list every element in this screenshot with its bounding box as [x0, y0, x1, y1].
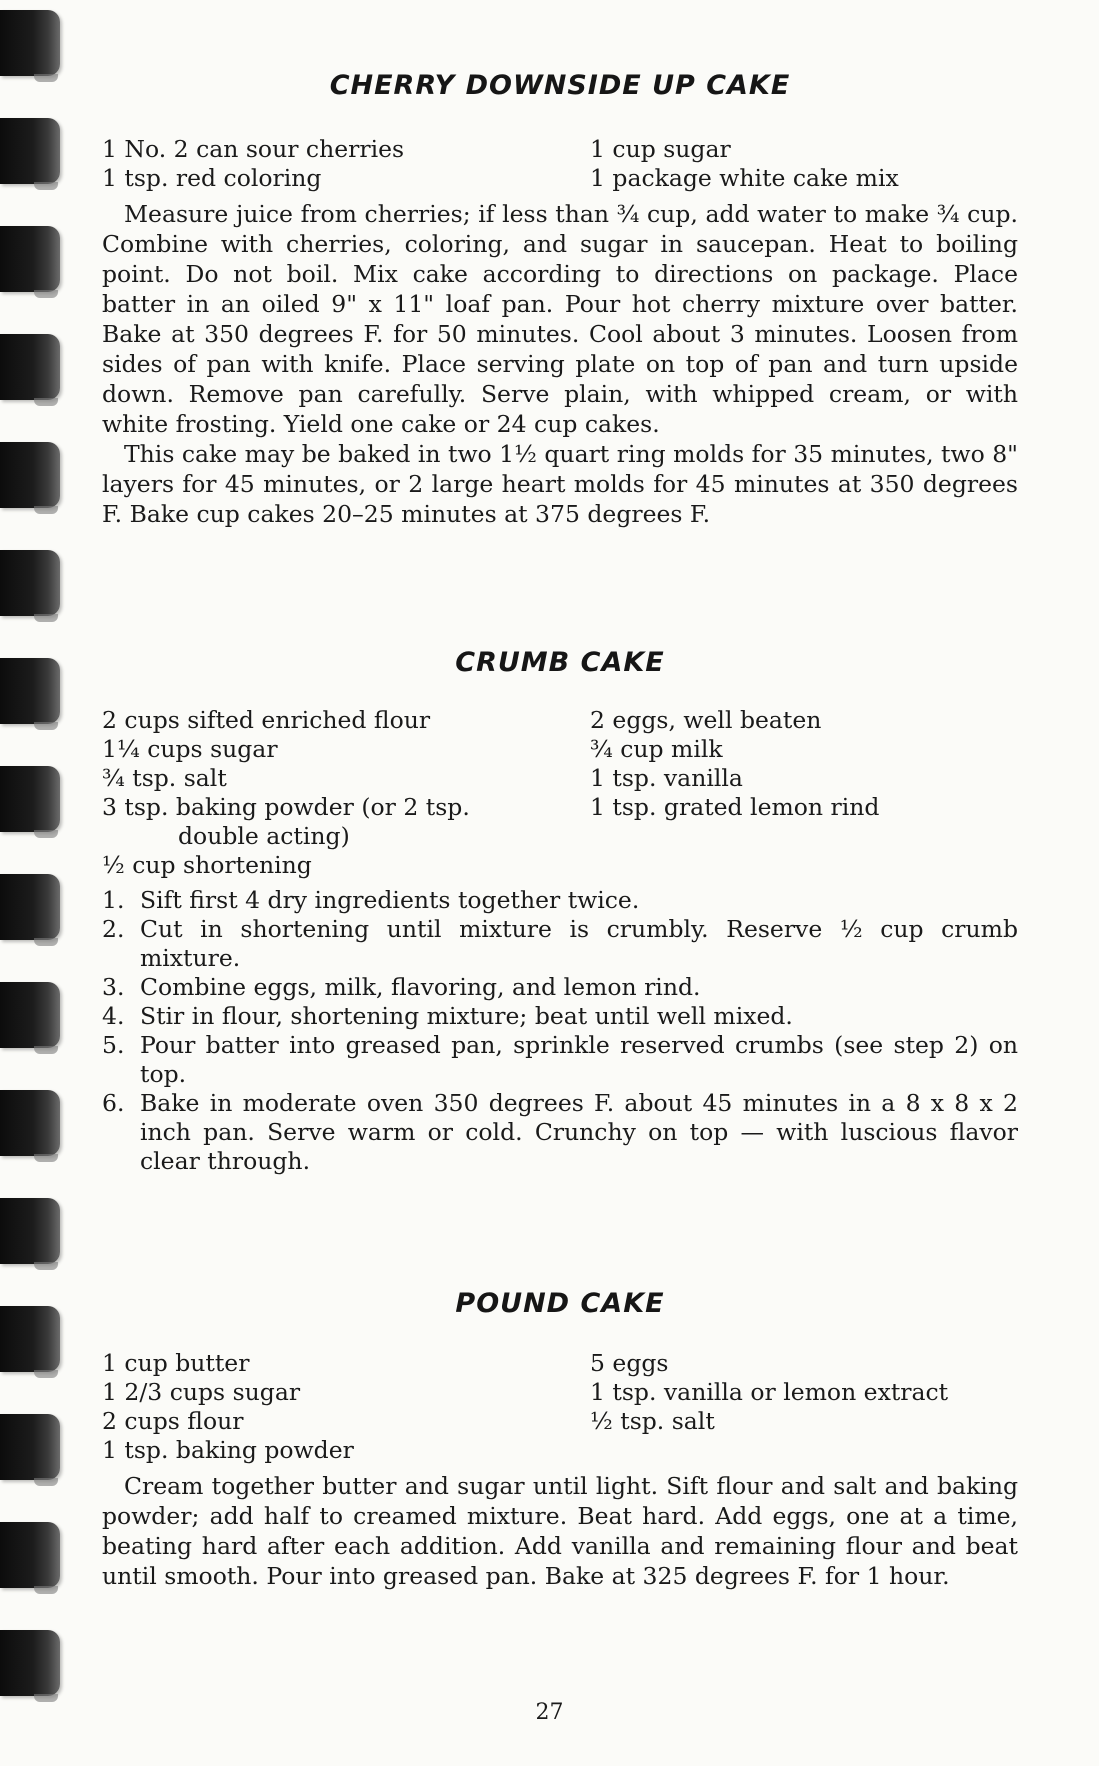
ingredient: 1 No. 2 can sour cherries [102, 135, 405, 163]
step-1 [102, 886, 1018, 915]
ingredient-column-left [102, 706, 590, 880]
step-text: Bake in moderate oven 350 degrees F. about 45 minutes in a 8 x 8 x 2 inch pan. Serve warm or cold. Crunchy on top — with luscious flavor clear through. [140, 1089, 1018, 1175]
ingredient: 2 cups sifted enriched flour [102, 706, 431, 734]
ingredient-column-left [102, 1349, 590, 1465]
ingredient-column-right [590, 706, 1018, 880]
instruction-steps [102, 886, 1018, 1176]
ingredient: 1 tsp. vanilla or lemon extract [590, 1378, 949, 1406]
recipe-pound-cake [102, 1288, 1018, 1591]
step-number: 6. [102, 1089, 125, 1117]
recipe-title: CRUMB CAKE [455, 647, 665, 678]
recipe-cherry-downside-up-cake [102, 70, 1018, 529]
ingredient: 1 tsp. red coloring [102, 164, 322, 192]
ingredient: ½ cup shortening [102, 851, 312, 879]
ingredient: 2 eggs, well beaten [590, 706, 822, 734]
ingredient: 1 cup butter [102, 1349, 250, 1377]
ingredient: 1 2/3 cups sugar [102, 1378, 301, 1406]
binding-ring [0, 1090, 60, 1156]
ingredient-continuation: double acting) [178, 822, 350, 850]
binding-ring [0, 982, 60, 1048]
step-number: 5. [102, 1031, 125, 1059]
step-number: 1. [102, 886, 125, 914]
ingredient-column-right [590, 1349, 1018, 1465]
binding-ring [0, 10, 60, 76]
step-text: Stir in flour, shortening mixture; beat until well mixed. [140, 1002, 793, 1030]
instructions-paragraph: This cake may be baked in two 1½ quart ring molds for 35 minutes, two 8" layers for 45 minutes, or 2 large heart molds for 45 minutes at 350 degrees F. Bake cup cakes 20–25 minutes at 375 degrees F. [102, 440, 1018, 528]
binding-ring [0, 766, 60, 832]
ingredient-list [102, 1349, 1018, 1465]
ingredient: 1 tsp. grated lemon rind [590, 793, 880, 821]
step-text: Sift first 4 dry ingredients together twice. [140, 886, 640, 914]
ingredient-column-right [590, 135, 1018, 193]
binding-ring [0, 226, 60, 292]
binding-ring [0, 1522, 60, 1588]
instructions-paragraph: Measure juice from cherries; if less than ¾ cup, add water to make ¾ cup. Combine with cherries, coloring, and sugar in saucepan. Heat to boiling point. Do not boil. Mix cake according to directions on package. Place batter in an oiled 9" x 11" loaf pan. Pour hot cherry mixture over batter. Bake at 350 degrees F. for 50 minutes. Cool about 3 minutes. Loosen from sides of pan with knife. Place serving plate on top of pan and turn upside down. Remove pan carefully. Serve plain, with whipped cream, or with white frosting. Yield one cake or 24 cup cakes. [102, 200, 1018, 438]
binding-ring [0, 658, 60, 724]
ingredient: 1 tsp. vanilla [590, 764, 743, 792]
binding-ring [0, 118, 60, 184]
recipe-crumb-cake [102, 647, 1018, 1176]
step-number: 3. [102, 973, 125, 1001]
recipe-title: POUND CAKE [455, 1288, 665, 1319]
binding-ring [0, 1414, 60, 1480]
recipe-title: CHERRY DOWNSIDE UP CAKE [329, 70, 791, 101]
ingredient: ¾ cup milk [590, 735, 723, 763]
step-2 [102, 915, 1018, 973]
ingredient: 3 tsp. baking powder (or 2 tsp. [102, 793, 470, 821]
spiral-binding [0, 0, 70, 1766]
ingredient: 1 cup sugar [590, 135, 731, 163]
instructions-paragraph: Cream together butter and sugar until light. Sift flour and salt and baking powder; add half to creamed mixture. Beat hard. Add eggs, one at a time, beating hard after each addition. Add vanilla and remaining flour and beat until smooth. Pour into greased pan. Bake at 325 degrees F. for 1 hour. [102, 1472, 1018, 1590]
ingredient: ½ tsp. salt [590, 1407, 715, 1435]
binding-ring [0, 442, 60, 508]
step-5 [102, 1031, 1018, 1089]
ingredient: 1 tsp. baking powder [102, 1436, 354, 1464]
binding-ring [0, 550, 60, 616]
page-number: 27 [535, 1700, 564, 1725]
ingredient-column-left [102, 135, 590, 193]
step-number: 2. [102, 915, 125, 943]
ingredient-list [102, 135, 1018, 193]
step-4 [102, 1002, 1018, 1031]
ingredient: 5 eggs [590, 1349, 669, 1377]
step-text: Pour batter into greased pan, sprinkle reserved crumbs (see step 2) on top. [140, 1031, 1018, 1088]
ingredient: 1¼ cups sugar [102, 735, 278, 763]
page-content [102, 70, 1018, 1591]
binding-ring [0, 874, 60, 940]
step-6 [102, 1089, 1018, 1176]
ingredient: 1 package white cake mix [590, 164, 899, 192]
step-number: 4. [102, 1002, 125, 1030]
binding-ring [0, 1198, 60, 1264]
binding-ring [0, 1630, 60, 1696]
step-text: Combine eggs, milk, flavoring, and lemon rind. [140, 973, 701, 1001]
ingredient-list [102, 706, 1018, 880]
ingredient: 2 cups flour [102, 1407, 244, 1435]
ingredient: ¾ tsp. salt [102, 764, 227, 792]
step-3 [102, 973, 1018, 1002]
step-text: Cut in shortening until mixture is crumbly. Reserve ½ cup crumb mixture. [140, 915, 1018, 972]
binding-ring [0, 1306, 60, 1372]
binding-ring [0, 334, 60, 400]
